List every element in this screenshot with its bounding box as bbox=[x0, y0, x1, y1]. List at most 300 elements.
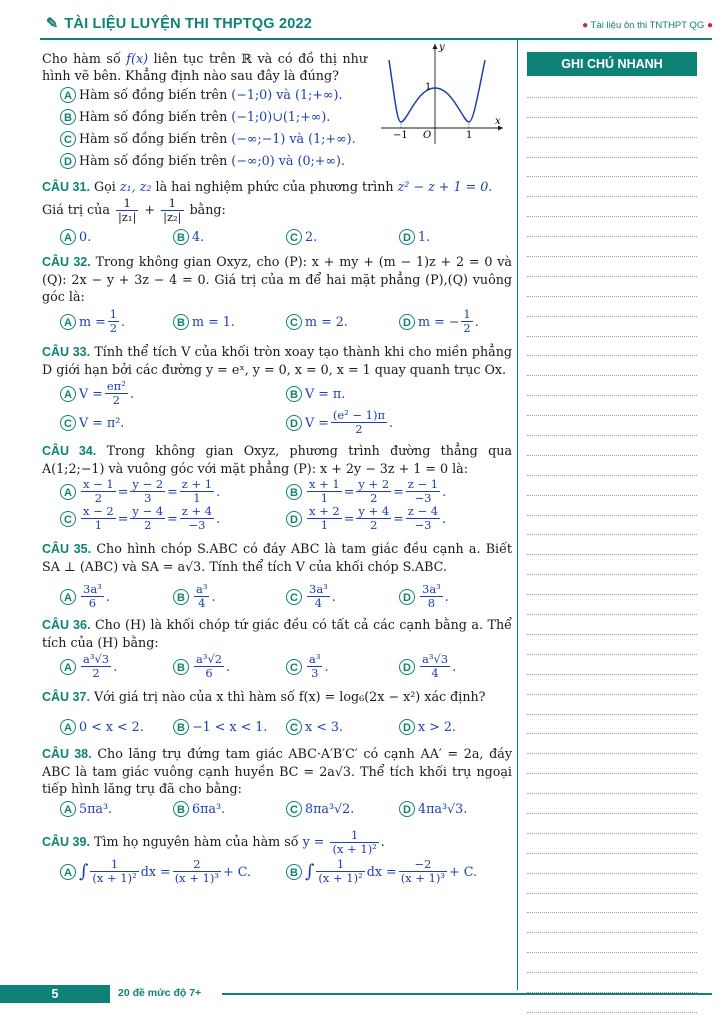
q33-option-d[interactable] bbox=[286, 409, 512, 436]
option-math: 0 < x < 2. bbox=[79, 719, 144, 734]
option-fraction-den: 4 bbox=[314, 596, 323, 610]
answer-bubble: C bbox=[286, 801, 302, 817]
line-fraction-den: −3 bbox=[414, 518, 432, 532]
line-fraction bbox=[406, 505, 440, 532]
option-math: 5πa³. bbox=[79, 801, 113, 816]
q37-option-a[interactable] bbox=[60, 718, 173, 735]
option-fraction bbox=[81, 583, 104, 610]
answer-bubble: C bbox=[60, 415, 76, 431]
option-fraction-num: a³√2 bbox=[196, 652, 223, 666]
option-fraction bbox=[105, 380, 128, 407]
q31-options bbox=[60, 228, 512, 245]
header-right: ● Tài liệu ôn thi TNTHPT QG ● bbox=[582, 20, 713, 31]
note-line[interactable] bbox=[527, 476, 697, 496]
q35-options bbox=[60, 583, 512, 610]
equals-sign: = bbox=[167, 484, 178, 499]
integrand-fraction-num: 1 bbox=[316, 858, 364, 872]
note-line[interactable] bbox=[527, 695, 697, 715]
option-fraction bbox=[307, 583, 330, 610]
note-line[interactable] bbox=[527, 715, 697, 735]
option-fraction bbox=[307, 653, 322, 680]
option-fraction-num: (e² − 1)π bbox=[332, 408, 386, 422]
line-fraction bbox=[307, 478, 342, 505]
option-math: (−∞;−1) và (1;+∞). bbox=[231, 131, 356, 146]
note-line[interactable] bbox=[527, 197, 697, 217]
page-footer bbox=[0, 985, 725, 1005]
answer-bubble: A bbox=[60, 386, 76, 402]
option-period: . bbox=[105, 589, 110, 604]
note-line[interactable] bbox=[527, 118, 697, 138]
q30-options bbox=[60, 84, 512, 172]
line-fraction-den: 2 bbox=[370, 518, 378, 532]
line-fraction-num: x − 2 bbox=[83, 504, 114, 518]
q36-option-b[interactable] bbox=[173, 653, 286, 680]
answer-bubble: B bbox=[173, 314, 189, 330]
answer-bubble: D bbox=[399, 314, 415, 330]
question-30 bbox=[42, 50, 367, 84]
q38-stem: CÂU 38. Cho lăng trụ đứng tam giác ABC·A′B′C′ có cạnh AA′ = 2a, đáy ABC là tam giác vuông cạnh huyền BC = 2a√3. Thể tích khối trụ ngoại tiếp hình lăng trụ đã cho bằng: bbox=[42, 746, 512, 796]
option-math: m = − bbox=[418, 314, 460, 329]
question-35 bbox=[42, 540, 512, 610]
page-header bbox=[0, 0, 725, 40]
option-fraction-den: 6 bbox=[88, 596, 97, 610]
q30-option-c[interactable] bbox=[60, 128, 512, 150]
option-math: 4πa³√3. bbox=[418, 801, 468, 816]
question-column bbox=[42, 50, 512, 885]
note-line[interactable] bbox=[527, 416, 697, 436]
option-fraction-den: 4 bbox=[431, 666, 439, 680]
notes-lines[interactable] bbox=[527, 78, 697, 1013]
answer-bubble: C bbox=[60, 131, 76, 147]
question-34 bbox=[42, 442, 512, 532]
option-period: . bbox=[442, 484, 447, 499]
q37-option-c[interactable] bbox=[286, 718, 399, 735]
result-fraction-num: −2 bbox=[399, 858, 447, 872]
answer-bubble: B bbox=[286, 386, 302, 402]
q30-option-a[interactable] bbox=[60, 84, 512, 106]
note-line[interactable] bbox=[527, 794, 697, 814]
line-fraction-den: −3 bbox=[188, 518, 206, 532]
page-number: 5 bbox=[0, 985, 110, 1003]
note-line[interactable] bbox=[527, 317, 697, 337]
note-line[interactable] bbox=[527, 814, 697, 834]
option-period: . bbox=[452, 659, 457, 674]
option-fraction-den: 4 bbox=[198, 596, 206, 610]
note-line[interactable] bbox=[527, 396, 697, 416]
note-line[interactable] bbox=[527, 635, 697, 655]
result-fraction-den: (x + 1)³ bbox=[400, 871, 446, 885]
line-fraction-num: z − 1 bbox=[407, 477, 439, 491]
q33-option-c[interactable] bbox=[60, 409, 286, 436]
answer-bubble: B bbox=[173, 589, 189, 605]
answer-bubble: B bbox=[173, 801, 189, 817]
answer-bubble: D bbox=[286, 415, 302, 431]
q32-stem: CÂU 32. Trong không gian Oxyz, cho (P): x + my + (m − 1)z + 2 = 0 và (Q): 2x − y + 3z − 4 = 0. Giá trị của m để hai mặt phẳng (P),(Q) vuông góc là: bbox=[42, 254, 512, 304]
option-text: Hàm số đồng biến trên bbox=[79, 87, 228, 102]
option-fraction-num: 1 bbox=[109, 307, 118, 321]
question-39 bbox=[42, 829, 512, 885]
pin-icon: ● bbox=[706, 20, 713, 31]
answer-bubble: B bbox=[286, 484, 302, 500]
note-line[interactable] bbox=[527, 555, 697, 575]
line-fraction-num: x − 1 bbox=[83, 477, 114, 491]
line-fraction-den: 1 bbox=[94, 518, 103, 532]
q30-stem: Cho hàm số f(x) liên tục trên ℝ và có đồ thị như hình vẽ bên. Khẳng định nào sau đây là đúng? bbox=[42, 51, 367, 83]
note-line[interactable] bbox=[527, 237, 697, 257]
answer-bubble: C bbox=[286, 659, 302, 675]
q38-options bbox=[60, 800, 512, 817]
note-line[interactable] bbox=[527, 158, 697, 178]
note-line[interactable] bbox=[527, 953, 697, 973]
line-fraction bbox=[130, 505, 165, 532]
line-fraction-num: y − 4 bbox=[132, 504, 164, 518]
option-math: x > 2. bbox=[418, 719, 456, 734]
option-fraction-num: a³√3 bbox=[422, 652, 449, 666]
integrand-fraction bbox=[316, 858, 364, 885]
origin-label: O bbox=[423, 130, 432, 141]
option-math: . bbox=[474, 314, 479, 329]
answer-bubble: B bbox=[173, 659, 189, 675]
q32-option-b[interactable] bbox=[173, 308, 286, 335]
question-32 bbox=[42, 253, 512, 335]
answer-bubble: B bbox=[60, 109, 76, 125]
q39-options bbox=[60, 858, 512, 885]
q32-option-c[interactable] bbox=[286, 308, 399, 335]
line-fraction-num: x + 1 bbox=[309, 477, 340, 491]
y-axis-arrow bbox=[433, 44, 438, 49]
q35-option-c[interactable] bbox=[286, 583, 399, 610]
option-fraction-den: 2 bbox=[355, 422, 363, 436]
q34-stem: CÂU 34. Trong không gian Oxyz, phương trình đường thẳng qua A(1;2;−1) và vuông góc với mặt phẳng (P): x + 2y − 3z + 1 = 0 là: bbox=[42, 443, 512, 476]
note-line[interactable] bbox=[527, 376, 697, 396]
q34-option-b[interactable] bbox=[286, 478, 512, 505]
option-math: . bbox=[129, 386, 134, 401]
footer-rule bbox=[222, 993, 712, 995]
note-line[interactable] bbox=[527, 834, 697, 854]
answer-bubble: B bbox=[173, 719, 189, 735]
q37-option-d[interactable] bbox=[399, 718, 512, 735]
q34-options bbox=[60, 478, 512, 532]
answer-bubble: D bbox=[399, 589, 415, 605]
answer-bubble: A bbox=[60, 229, 76, 245]
note-line[interactable] bbox=[527, 734, 697, 754]
pos-one-label: 1 bbox=[466, 130, 473, 141]
option-math: x < 3. bbox=[305, 719, 343, 734]
line-fraction bbox=[130, 478, 165, 505]
pin-icon: ● bbox=[582, 20, 589, 31]
option-fraction-num: a³√3 bbox=[83, 652, 110, 666]
option-fraction-den: 2 bbox=[112, 393, 120, 407]
option-fraction-num: a³ bbox=[196, 582, 208, 596]
q33-stem: CÂU 33. Tính thể tích V của khối tròn xoay tạo thành khi cho miền phẳng D giới hạn bởi các đường y = eˣ, y = 0, x = 0, x = 1 quay quanh trục Ox. bbox=[42, 344, 512, 377]
option-fraction-num: eπ² bbox=[106, 379, 126, 393]
answer-bubble: C bbox=[286, 314, 302, 330]
question-31 bbox=[42, 178, 512, 245]
line-fraction bbox=[81, 505, 116, 532]
q31-stem-2: Giá trị của $\frac{1}{\text{|z₁|}}$ + $\frac{1}{\text{|z₂|}}$ bằng: bbox=[42, 196, 226, 224]
option-math: (−1;0) và (1;+∞). bbox=[231, 87, 343, 102]
answer-bubble: C bbox=[286, 229, 302, 245]
option-fraction-num: 3a³ bbox=[309, 582, 328, 596]
note-line[interactable] bbox=[527, 754, 697, 774]
note-line[interactable] bbox=[527, 217, 697, 237]
option-math: (−1;0)∪(1;+∞). bbox=[231, 109, 331, 124]
line-fraction-den: 2 bbox=[94, 491, 103, 505]
answer-bubble: A bbox=[60, 87, 76, 103]
note-line[interactable] bbox=[527, 535, 697, 555]
q37-option-b[interactable] bbox=[173, 718, 286, 735]
integrand-fraction-den: (x + 1)² bbox=[318, 871, 363, 885]
q35-option-b[interactable] bbox=[173, 583, 286, 610]
note-line[interactable] bbox=[527, 615, 697, 635]
integrand-fraction bbox=[90, 858, 138, 885]
q37-options bbox=[60, 718, 512, 735]
answer-bubble: A bbox=[60, 659, 76, 675]
note-line[interactable] bbox=[527, 297, 697, 317]
line-fraction-num: z + 1 bbox=[181, 477, 213, 491]
answer-bubble: B bbox=[286, 864, 302, 880]
note-line[interactable] bbox=[527, 257, 697, 277]
pencil-icon: ✎ bbox=[46, 16, 59, 32]
option-math: dx = bbox=[366, 864, 397, 879]
neg-one-label: −1 bbox=[393, 130, 408, 141]
equals-sign: = bbox=[393, 511, 404, 526]
option-fraction bbox=[461, 308, 472, 335]
q31-fraction-1: $\frac{1}{\text{|z₁|}}$ bbox=[117, 196, 137, 224]
note-line[interactable] bbox=[527, 894, 697, 914]
integrand-fraction-num: 1 bbox=[90, 858, 138, 872]
q33-option-b[interactable] bbox=[286, 380, 512, 407]
answer-bubble: D bbox=[399, 229, 415, 245]
option-math: m = bbox=[79, 314, 106, 329]
note-line[interactable] bbox=[527, 675, 697, 695]
option-math: m = 2. bbox=[305, 314, 348, 329]
option-fraction bbox=[420, 653, 450, 680]
option-math: dx = bbox=[140, 864, 171, 879]
line-fraction-den: 2 bbox=[370, 491, 378, 505]
equals-sign: = bbox=[343, 511, 355, 526]
q31-fraction-2: $\frac{1}{\text{|z₂|}}$ bbox=[163, 196, 182, 224]
option-period: . bbox=[211, 589, 216, 604]
line-fraction bbox=[356, 478, 391, 505]
option-fraction bbox=[194, 583, 209, 610]
option-math: m = 1. bbox=[192, 314, 235, 329]
q35-option-d[interactable] bbox=[399, 583, 512, 610]
result-fraction-num: 2 bbox=[173, 858, 221, 872]
q38-option-b[interactable] bbox=[173, 800, 286, 817]
line-fraction bbox=[81, 478, 116, 505]
equals-sign: = bbox=[393, 484, 404, 499]
q35-stem: CÂU 35. Cho hình chóp S.ABC có đáy ABC là tam giác đều cạnh a. Biết SA ⊥ (ABC) và SA = a√3. Tính thể tích V của khối chóp S.ABC. bbox=[42, 541, 512, 574]
option-fraction bbox=[194, 653, 224, 680]
option-math: 1. bbox=[418, 229, 431, 244]
option-math: . bbox=[121, 314, 126, 329]
note-line[interactable] bbox=[527, 854, 697, 874]
integral-sign: ∫ bbox=[79, 861, 89, 882]
option-period: . bbox=[331, 589, 336, 604]
note-line[interactable] bbox=[527, 98, 697, 118]
answer-bubble: A bbox=[60, 484, 76, 500]
q35-option-a[interactable] bbox=[60, 583, 173, 610]
footer-text: 20 đề mức độ 7+ bbox=[118, 987, 202, 999]
column-divider bbox=[517, 40, 518, 990]
question-38 bbox=[42, 745, 512, 817]
line-fraction-den: 3 bbox=[144, 491, 152, 505]
option-fraction bbox=[331, 409, 387, 436]
q30-option-b[interactable] bbox=[60, 106, 512, 128]
answer-bubble: B bbox=[173, 229, 189, 245]
line-fraction bbox=[307, 505, 342, 532]
q39-option-a[interactable] bbox=[60, 858, 286, 885]
option-fraction-den: 2 bbox=[109, 321, 118, 335]
q32-options bbox=[60, 308, 512, 335]
option-period: . bbox=[442, 511, 447, 526]
option-fraction bbox=[420, 583, 443, 610]
option-math: V = π. bbox=[305, 386, 346, 401]
option-math: . bbox=[389, 415, 394, 430]
option-fraction-den: 6 bbox=[205, 666, 213, 680]
note-line[interactable] bbox=[527, 436, 697, 456]
answer-bubble: A bbox=[60, 801, 76, 817]
q31-option-b[interactable] bbox=[173, 228, 286, 245]
question-36 bbox=[42, 616, 512, 680]
answer-bubble: A bbox=[60, 864, 76, 880]
line-fraction-den: 2 bbox=[144, 518, 152, 532]
line-fraction-den: 1 bbox=[320, 491, 329, 505]
header-title: ✎ TÀI LIỆU LUYỆN THI THPTQG 2022 bbox=[46, 16, 313, 32]
equals-sign: = bbox=[343, 484, 355, 499]
option-text: Hàm số đồng biến trên bbox=[79, 131, 228, 146]
option-fraction-num: 3a³ bbox=[83, 582, 102, 596]
option-text: Hàm số đồng biến trên bbox=[79, 153, 228, 168]
option-text: Hàm số đồng biến trên bbox=[79, 109, 228, 124]
answer-bubble: A bbox=[60, 314, 76, 330]
option-fraction-num: a³ bbox=[309, 652, 321, 666]
q32-option-d[interactable] bbox=[399, 308, 512, 335]
note-line[interactable] bbox=[527, 913, 697, 933]
option-fraction-num: 1 bbox=[463, 307, 471, 321]
q34-option-d[interactable] bbox=[286, 505, 512, 532]
q36-stem: CÂU 36. Cho (H) là khối chóp tứ giác đều có tất cả các cạnh bằng a. Thể tích của (H) bằng: bbox=[42, 617, 512, 650]
option-math: −1 < x < 1. bbox=[192, 719, 268, 734]
y-one-label: 1 bbox=[425, 82, 432, 93]
q38-option-d[interactable] bbox=[399, 800, 512, 817]
answer-bubble: D bbox=[399, 801, 415, 817]
option-period: . bbox=[226, 659, 231, 674]
q32-option-a[interactable] bbox=[60, 308, 173, 335]
option-period: . bbox=[216, 484, 221, 499]
q34-option-a[interactable] bbox=[60, 478, 286, 505]
q37-stem: CÂU 37. Với giá trị nào của x thì hàm số f(x) = log₆(2x − x²) xác định? bbox=[42, 689, 486, 704]
line-fraction bbox=[180, 505, 214, 532]
note-line[interactable] bbox=[527, 575, 697, 595]
note-line[interactable] bbox=[527, 874, 697, 894]
option-fraction-den: 2 bbox=[463, 321, 471, 335]
q31-option-d[interactable] bbox=[399, 228, 512, 245]
equals-sign: = bbox=[117, 511, 129, 526]
note-line[interactable] bbox=[527, 516, 697, 536]
option-math: 4. bbox=[192, 229, 205, 244]
q30-option-d[interactable] bbox=[60, 150, 512, 172]
note-line[interactable] bbox=[527, 774, 697, 794]
note-line[interactable] bbox=[527, 78, 697, 98]
option-math: 8πa³√2. bbox=[305, 801, 355, 816]
q36-option-d[interactable] bbox=[399, 653, 512, 680]
result-fraction bbox=[399, 858, 447, 885]
answer-bubble: D bbox=[399, 719, 415, 735]
q39-function-fraction: $\frac{1}{\text{(x + 1)²}}$ bbox=[332, 828, 377, 856]
q36-option-c[interactable] bbox=[286, 653, 399, 680]
q39-option-b[interactable] bbox=[286, 858, 512, 885]
option-math: 6πa³. bbox=[192, 801, 226, 816]
answer-bubble: C bbox=[286, 589, 302, 605]
note-line[interactable] bbox=[527, 356, 697, 376]
question-33 bbox=[42, 343, 512, 436]
line-fraction-num: z + 4 bbox=[181, 504, 213, 518]
option-math: + C. bbox=[223, 864, 251, 879]
note-line[interactable] bbox=[527, 655, 697, 675]
option-math: (−∞;0) và (0;+∞). bbox=[231, 153, 345, 168]
integrand-fraction-den: (x + 1)² bbox=[92, 871, 137, 885]
x-label: x bbox=[495, 116, 501, 127]
note-line[interactable] bbox=[527, 496, 697, 516]
integral-sign: ∫ bbox=[305, 861, 315, 882]
note-line[interactable] bbox=[527, 277, 697, 297]
line-fraction bbox=[180, 478, 214, 505]
question-37 bbox=[42, 688, 512, 735]
answer-bubble: D bbox=[399, 659, 415, 675]
result-fraction-den: (x + 1)³ bbox=[174, 871, 220, 885]
option-fraction-den: 3 bbox=[311, 666, 319, 680]
q33-option-a[interactable] bbox=[60, 380, 286, 407]
note-line[interactable] bbox=[527, 456, 697, 476]
answer-bubble: A bbox=[60, 719, 76, 735]
q38-option-a[interactable] bbox=[60, 800, 173, 817]
q38-option-c[interactable] bbox=[286, 800, 399, 817]
q36-options bbox=[60, 653, 512, 680]
option-math: 2. bbox=[305, 229, 318, 244]
line-fraction-num: x + 2 bbox=[309, 504, 340, 518]
line-fraction-den: 1 bbox=[320, 518, 329, 532]
option-math: V = bbox=[79, 386, 103, 401]
option-math: V = π². bbox=[79, 415, 125, 430]
answer-bubble: A bbox=[60, 589, 76, 605]
line-fraction-num: y + 4 bbox=[358, 504, 390, 518]
note-line[interactable] bbox=[527, 595, 697, 615]
option-fraction-num: 3a³ bbox=[422, 582, 441, 596]
note-line[interactable] bbox=[527, 138, 697, 158]
note-line[interactable] bbox=[527, 933, 697, 953]
q34-option-c[interactable] bbox=[60, 505, 286, 532]
note-line[interactable] bbox=[527, 337, 697, 357]
equals-sign: = bbox=[117, 484, 129, 499]
answer-bubble: D bbox=[286, 511, 302, 527]
option-fraction-den: 8 bbox=[427, 596, 436, 610]
option-fraction bbox=[108, 308, 119, 335]
equals-sign: = bbox=[167, 511, 178, 526]
notes-heading: GHI CHÚ NHANH bbox=[527, 52, 697, 76]
q36-option-a[interactable] bbox=[60, 653, 173, 680]
option-fraction bbox=[81, 653, 111, 680]
line-fraction bbox=[356, 505, 391, 532]
q31-option-a[interactable] bbox=[60, 228, 173, 245]
note-line[interactable] bbox=[527, 177, 697, 197]
line-fraction-num: y − 2 bbox=[132, 477, 164, 491]
line-fraction-den: 1 bbox=[193, 491, 201, 505]
q39-stem: CÂU 39. Tìm họ nguyên hàm của hàm số y = $\frac{1}{\text{(x + 1)²}}$ . bbox=[42, 828, 385, 856]
line-fraction-num: y + 2 bbox=[358, 477, 390, 491]
q31-option-c[interactable] bbox=[286, 228, 399, 245]
